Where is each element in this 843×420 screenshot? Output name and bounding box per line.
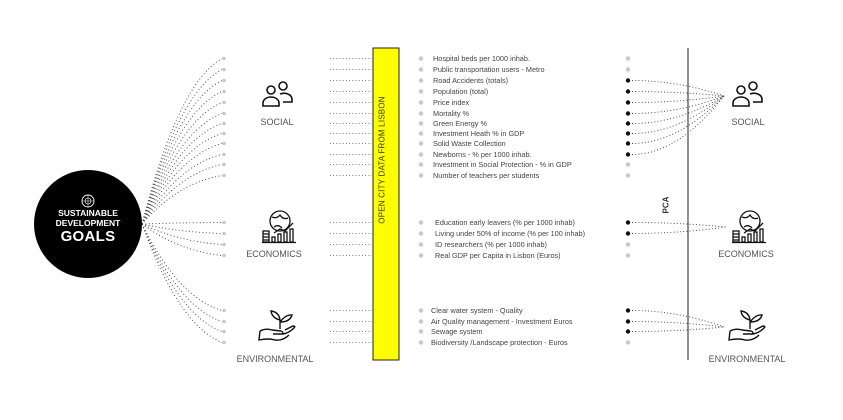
- pca-selected-dot: [626, 111, 630, 115]
- fan-line: [142, 165, 222, 225]
- indicator-social: Road Accidents (totals): [433, 76, 509, 85]
- right-label-social: SOCIAL: [731, 117, 765, 127]
- fan-dot: [222, 153, 226, 157]
- indicator-dot: [419, 131, 423, 135]
- indicator-dot: [419, 89, 423, 93]
- indicator-economics: Living under 50% of income (% per 100 inhab): [435, 229, 586, 238]
- pca-selected-dot: [626, 220, 630, 224]
- pca-fan-line: [632, 223, 726, 228]
- pca-selected-dot: [626, 329, 630, 333]
- pca-selected-dot: [626, 131, 630, 135]
- people-icon: [733, 82, 762, 106]
- pca-dots: [626, 56, 630, 344]
- pca-selected-dot: [626, 141, 630, 145]
- indicator-dot: [419, 141, 423, 145]
- indicator-social: Solid Waste Collection: [433, 139, 506, 148]
- fan-dot: [222, 79, 226, 83]
- indicator-dot: [419, 56, 423, 60]
- indicator-dot: [419, 162, 423, 166]
- fan-dot: [222, 101, 226, 105]
- indicator-social: Green Energy %: [433, 119, 487, 128]
- left-label-social: SOCIAL: [260, 117, 294, 127]
- sdg-line-1: SUSTAINABLE: [58, 208, 118, 218]
- fan-dot: [222, 57, 226, 61]
- fan-line: [142, 155, 222, 225]
- pca-selected-dot: [626, 78, 630, 82]
- fan-dot: [222, 132, 226, 136]
- data-bar-label: OPEN CITY DATA FROM LISBON: [377, 96, 387, 224]
- pca-selected-dot: [626, 231, 630, 235]
- fan-dot: [222, 142, 226, 146]
- indicator-social: Investment in Social Protection - % in GDP: [433, 160, 572, 169]
- globe-money-chart-icon: [732, 211, 766, 243]
- indicator-economics: Education early leavers (% per 1000 inhab): [435, 218, 575, 227]
- indicator-dots: [419, 56, 423, 344]
- pca-selected-dot: [626, 319, 630, 323]
- pca-dot: [626, 340, 630, 344]
- indicator-dot: [419, 78, 423, 82]
- un-emblem-icon: [82, 195, 94, 207]
- indicator-economics: ID researchers (% per 1000 inhab): [435, 240, 547, 249]
- indicator-dot: [419, 242, 423, 246]
- fan-line: [142, 134, 222, 225]
- fan-dot: [222, 163, 226, 167]
- fan-dot: [222, 112, 226, 116]
- right-label-environmental: ENVIRONMENTAL: [708, 354, 786, 364]
- fan-line: [142, 224, 222, 311]
- fan-dot: [222, 174, 226, 178]
- fan-line: [142, 224, 222, 343]
- indicator-social: Number of teachers per students: [433, 171, 540, 180]
- left-label-environmental: ENVIRONMENTAL: [236, 354, 314, 364]
- pca-fan-line: [632, 96, 724, 114]
- indicator-dot: [419, 67, 423, 71]
- fan-line: [142, 103, 222, 225]
- fan-line: [142, 176, 222, 225]
- pca-selected-dot: [626, 308, 630, 312]
- indicator-dot: [419, 111, 423, 115]
- pca-dot: [626, 56, 630, 60]
- fan-line: [142, 114, 222, 225]
- fan-dot: [222, 90, 226, 94]
- fan-line: [142, 224, 222, 245]
- indicator-social: Hospital beds per 1000 inhab.: [433, 54, 530, 63]
- indicator-environmental: Biodiversity /Landscape protection - Euros: [431, 338, 568, 347]
- indicator-economics: Real GDP per Capita in Lisbon (Euros): [435, 251, 561, 260]
- pca-dot: [626, 67, 630, 71]
- left-dotted-connectors: [330, 59, 372, 343]
- globe-money-chart-icon: [262, 211, 296, 243]
- indicator-dot: [419, 340, 423, 344]
- pca-fan-line: [632, 96, 724, 134]
- pca-fan-line: [632, 322, 724, 328]
- pca-selected-dot: [626, 100, 630, 104]
- people-icon: [263, 82, 292, 106]
- hand-sprout-icon: [729, 311, 765, 340]
- indicator-social: Price index: [433, 98, 470, 107]
- indicator-dot: [419, 100, 423, 104]
- sdg-line-2: DEVELOPMENT: [55, 217, 121, 228]
- fan-line: [142, 223, 222, 225]
- pca-label: PCA: [661, 196, 671, 214]
- indicator-dot: [419, 121, 423, 125]
- pca-selected-dot: [626, 121, 630, 125]
- pca-selected-dot: [626, 152, 630, 156]
- fan-dot: [222, 320, 226, 324]
- indicator-social: Mortality %: [433, 109, 470, 118]
- fan-dot: [222, 341, 226, 345]
- pca-dot: [626, 173, 630, 177]
- sdg-line-3: GOALS: [60, 228, 116, 245]
- indicator-dot: [419, 220, 423, 224]
- fan-line: [142, 59, 222, 225]
- indicator-environmental: Air Quality management - Investment Euros: [431, 317, 573, 326]
- pca-dot: [626, 253, 630, 257]
- indicator-dot: [419, 253, 423, 257]
- indicator-environmental: Sewage system: [431, 327, 483, 336]
- fan-dot: [222, 243, 226, 247]
- right-label-economics: ECONOMICS: [718, 249, 774, 259]
- indicator-social: Newborns - % per 1000 inhab.: [433, 150, 532, 159]
- fan-line: [142, 124, 222, 225]
- pca-fan-line: [632, 311, 724, 328]
- fan-line: [142, 92, 222, 225]
- left-label-economics: ECONOMICS: [246, 249, 302, 259]
- indicator-social: Public transportation users - Metro: [433, 65, 545, 74]
- fan-line: [142, 224, 222, 256]
- pca-fan-line: [632, 92, 724, 97]
- left-dotted-fans: [142, 57, 226, 345]
- indicator-social: Population (total): [433, 87, 489, 96]
- indicator-dot: [419, 308, 423, 312]
- indicator-environmental: Clear water system - Quality: [431, 306, 523, 315]
- fan-dot: [222, 309, 226, 313]
- indicator-dot: [419, 329, 423, 333]
- indicator-social: Investment Heath % in GDP: [433, 129, 525, 138]
- indicator-dot: [419, 152, 423, 156]
- pca-selected-dot: [626, 89, 630, 93]
- pca-fan-line: [632, 96, 724, 103]
- fan-dot: [222, 232, 226, 236]
- fan-dot: [222, 330, 226, 334]
- indicator-dot: [419, 173, 423, 177]
- sdg-logo-text: [38, 209, 138, 245]
- pca-dot: [626, 242, 630, 246]
- fan-line: [142, 70, 222, 225]
- pca-fan-line: [632, 327, 724, 332]
- indicator-dot: [419, 231, 423, 235]
- hand-sprout-icon: [259, 311, 295, 340]
- indicator-dot: [419, 319, 423, 323]
- pca-fan-line: [632, 227, 726, 234]
- pca-fan-line: [632, 81, 724, 97]
- pca-dot: [626, 162, 630, 166]
- fan-dot: [222, 221, 226, 225]
- fan-dot: [222, 68, 226, 72]
- fan-line: [142, 224, 222, 332]
